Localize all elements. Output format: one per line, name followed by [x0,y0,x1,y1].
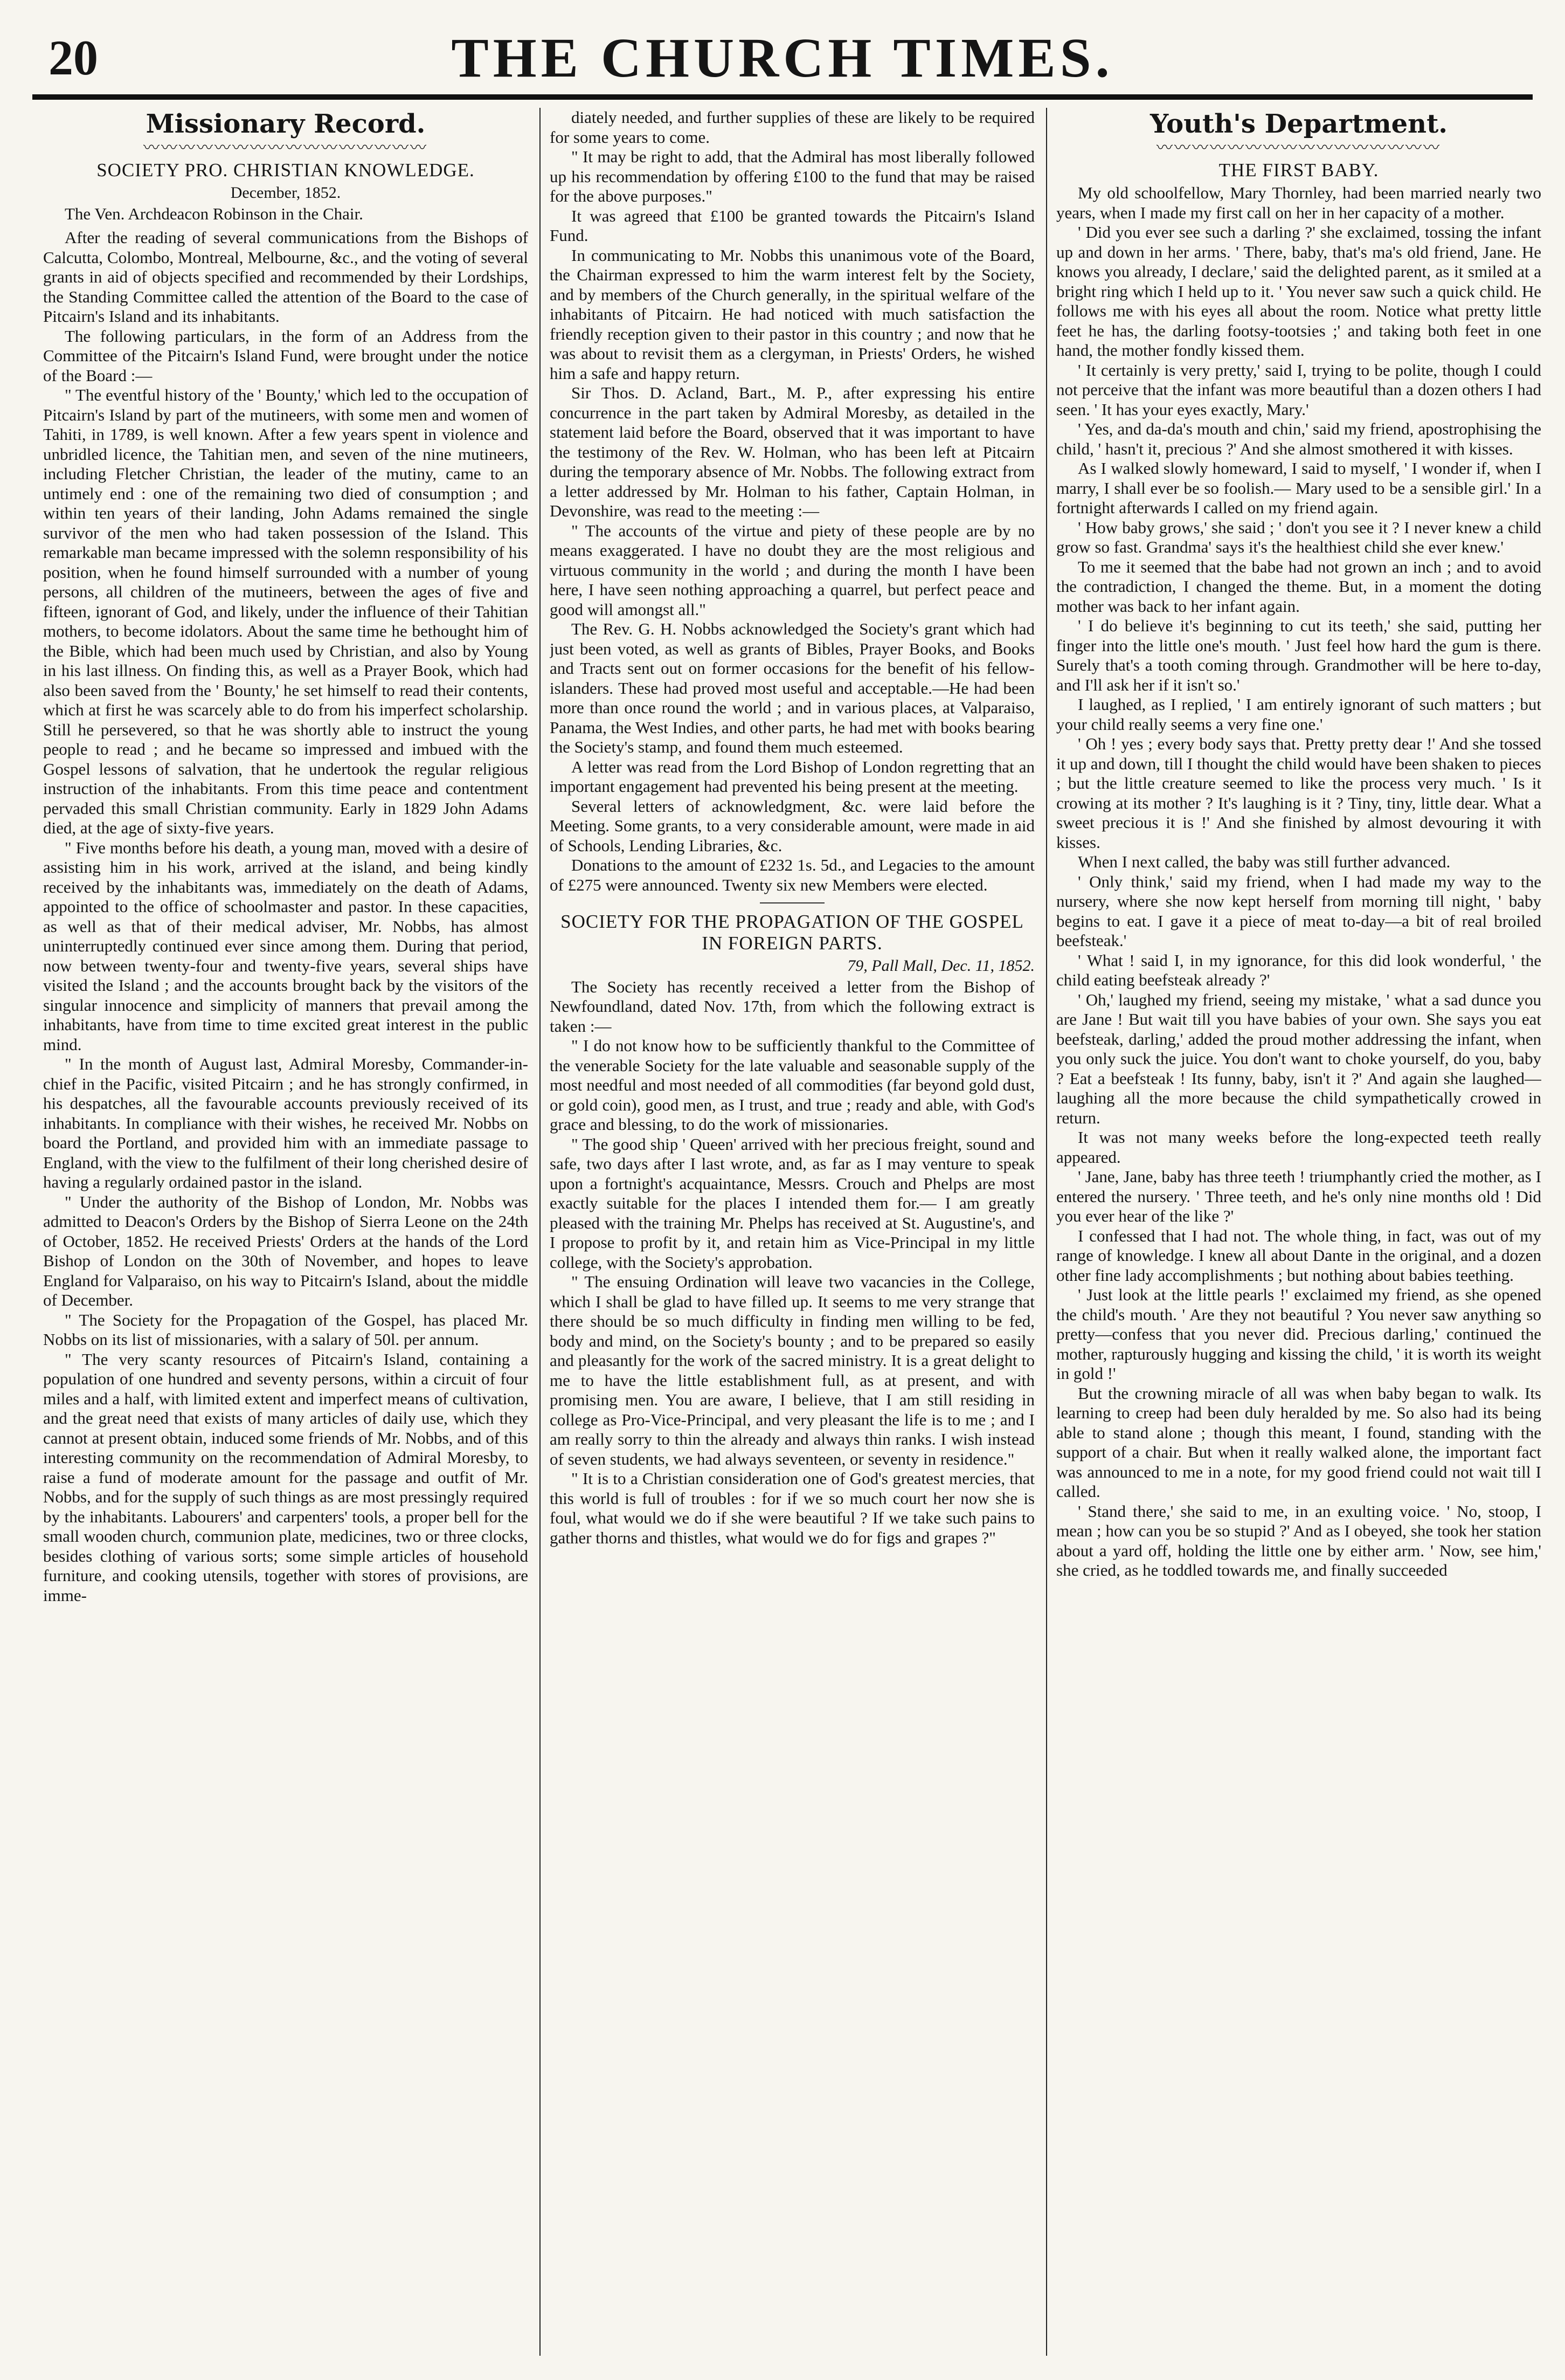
paragraph: As I walked slowly homeward, I said to myself, ' I wonder if, when I marry, I shall ever be so foolish.— Mary used to be a sensible girl.' In a fortnight afterwards I called on my friend again. [1056,459,1541,517]
section-title-youths-department: Youth's Department. [1150,109,1448,139]
paragraph: When I next called, the baby was still further advanced. [1078,852,1451,871]
page-number: 20 [49,30,98,85]
paragraph: ' Oh,' laughed my friend, seeing my mistake, ' what a sad dunce you are Jane ! But wait till you have babies of your own. She says you eat beefsteak, darling,' added the proud mother addressing the infant, when you only suck the juice. You don't want to choke yourself, do you, baby ? Eat a beefsteak ! Its funny, baby, isn't it ?' And again she laughed— laughing all the more because the child sympathetically crowed in return. [1056,990,1541,1127]
paragraph: The following particulars, in the form of an Address from the Committee of the Pitcairn's Island Fund, were brought under the notice of the Board :— [43,326,528,385]
article-date: December, 1852. [230,184,341,202]
paragraph: ' What ! said I, in my ignorance, for this did look wonderful, ' the child eating beefsteak already ?' [1056,950,1541,989]
paragraph: ' I do believe it's beginning to cut its teeth,' she said, putting her finger into the little one's mouth. ' Just feel how hard the gum is there. Surely that's a tooth coming through. Grandmother will be here to-day, and I'll ask her if it isn't so.' [1056,616,1541,694]
paragraph: My old schoolfellow, Mary Thornley, had been married nearly two years, when I made my first call on her in her capacity of a mother. [1056,183,1541,222]
paragraph: ' Did you ever see such a darling ?' she exclaimed, tossing the infant up and down in her arms. ' There, baby, that's ma's old friend, Jane. He knows you already, I declare,' said the delighted parent, as it smiled at a bright ring which I held up to it. ' You never saw such a quick child. He follows me with his eyes all about the room. Notice what pretty little feet he has, the darling footsy-tootsies ;' and taking both feet in one hand, the mother fondly kissed them. [1056,223,1541,360]
paragraph: " Five months before his death, a young man, moved with a desire of assisting him in his work, arrived at the island, and being kindly received by the inhabitants was, immediately on the death of Adams, appointed to the office of schoolmaster and pastor. In these capacities, as well as that of their medical adviser, Mr. Nobbs, has almost uninterruptedly continued ever since among them. During that period, now between twenty-four and twenty-five years, several ships have visited the Island ; and the accounts brought back by the visitors of the singular innocence and simplicity of manners that prevail among the inhabitants, have from time to time excited great interest in the public mind. [43,838,528,1054]
paragraph: ' Jane, Jane, baby has three teeth ! triumphantly cried the mother, as I entered the nursery. ' Three teeth, and he's only nine months old ! Did you ever hear of the like ?' [1056,1167,1541,1225]
paragraph: ' Only think,' said my friend, when I had made my way to the nursery, where she now kept herself from morning till night, ' baby begins to eat. I gave it a piece of meat to-day—a bit of real broiled beefsteak.' [1056,872,1541,950]
paragraph: A letter was read from the Lord Bishop of London regretting that an important engagement had prevented his being present at the meeting. [550,757,1035,796]
ornament-divider: 〰〰〰〰〰〰〰〰〰〰〰〰〰〰〰〰 [1157,139,1441,157]
paragraph: " I do not know how to be sufficiently thankful to the Committee of the venerable Society for the late valuable and seasonable supply of the most needful and most needed of all commodities (far beyond gold dust, or gold coin), good men, as I trust, and true ; ready and able, with God's grace and blessing, to do the work of missionaries. [550,1036,1035,1134]
column-youths-department [1056,108,1541,2361]
masthead-rule [32,94,1533,100]
column-divider [1046,108,1047,2356]
paragraph: But the crowning miracle of all was when baby began to walk. Its learning to creep had been duly heralded by me. So also had its being able to stand alone ; though this meant, I found, standing with the support of a chair. But when it really walked alone, the important fact was announced to me in a note, for my good friend could not wait till I called. [1056,1383,1541,1501]
paragraph: ' Just look at the little pearls !' exclaimed my friend, as she opened the child's mouth. ' Are they not beautiful ? You never saw anything so pretty—confess that you never did. Precious darling,' continued the mother, rapturously hugging and kissing the child, ' it is worth its weight in gold !' [1056,1285,1541,1383]
article-heading-spck: SOCIETY PRO. CHRISTIAN KNOWLEDGE. [96,160,475,181]
paragraph: " It may be right to add, that the Admiral has most liberally followed up his recommendation by offering £100 to the fund that may be raised for the above purposes." [550,147,1035,205]
paragraph: I laughed, as I replied, ' I am entirely ignorant of such matters ; but your child really seems a very fine one.' [1056,695,1541,734]
paragraph: " In the month of August last, Admiral Moresby, Commander-in-chief in the Pacific, visited Pitcairn ; and he has strongly confirmed, in his despatches, all the favourable accounts previously received of its inhabitants. In compliance with their wishes, he received Mr. Nobbs on board the Portland, and provided him with an immediate passage to England, with the view to the fulfilment of their long cherished desire of having a regularly ordained pastor in the island. [43,1054,528,1191]
paragraph: diately needed, and further supplies of these are likely to be required for some years to come. [550,108,1035,147]
paragraph: Donations to the amount of £232 1s. 5d., and Legacies to the amount of £275 were announced. Twenty six new Members were elected. [550,856,1035,894]
article-body-spg [550,977,1035,1548]
article-body-spck [43,228,528,1605]
paragraph: " Under the authority of the Bishop of London, Mr. Nobbs was admitted to Deacon's Orders by the Bishop of Sierra Leone on the 24th of October, 1852. He received Priests' Orders at the hands of the Lord Bishop of London on the 30th of November, and hopes to leave England for Valparaiso, on his way to Pitcairn's Island, about the middle of December. [43,1192,528,1309]
section-divider [760,902,825,903]
paragraph: " The Society for the Propagation of the Gospel, has placed Mr. Nobbs on its list of missionaries, with a salary of 50l. per annum. [43,1310,528,1349]
paragraph: In communicating to Mr. Nobbs this unanimous vote of the Board, the Chairman expressed to him the warm interest felt by the Society, and by members of the Church generally, in the spiritual welfare of the inhabitants of Pitcairn. He had noticed with much satisfaction the friendly reception given to their pastor in this country ; and now that he was about to revisit them as a clergyman, in Priests' Orders, he wished him a safe and happy return. [550,245,1035,383]
article-heading-spg: SOCIETY FOR THE PROPAGATION OF THE GOSPEL IN FOREIGN PARTS. [560,911,1024,954]
masthead [32,13,1533,94]
paragraph: " The very scanty resources of Pitcairn's Island, containing a population of one hundred and seventy persons, within a circuit of four miles and a half, with limited extent and imperfect means of cultivation, and the great need that exists of many articles of daily use, which they cannot at present obtain, induced some friends of Mr. Nobbs, and of this interesting community on the recommendation of Admiral Moresby, to raise a fund of moderate amount for the passage and outfit of Mr. Nobbs, and for the supply of such things as are most pressingly required by the inhabitants. Labourers' and carpenters' tools, a proper bell for the small wooden church, communion plate, medicines, two or three clocks, besides clothing of various sorts; some simple articles of household furniture, and cooking utensils, together with stores of provisions, are imme- [43,1349,528,1605]
paragraph: " The good ship ' Queen' arrived with her precious freight, sound and safe, two days after I last wrote, and, as far as I may venture to speak upon a fortnight's acquaintance, Messrs. Crouch and Phelps are most exactly suitable for the places I intended them for.— I am greatly pleased with the training Mr. Phelps has received at St. Augustine's, and I propose to profit by it, and retain him as Vice-Principal in my little college, with the Society's approbation. [550,1134,1035,1272]
paragraph: After the reading of several communications from the Bishops of Calcutta, Colombo, Montreal, Melbourne, &c., and the voting of several grants in aid of objects specified and recommended by their Lordships, the Standing Committee called the attention of the Board to the case of Pitcairn's Island and its inhabitants. [43,228,528,326]
story-heading-first-baby: THE FIRST BABY. [1218,160,1379,181]
paragraph: " The ensuing Ordination will leave two vacancies in the College, which I shall be glad to have filled up. It seems to me very strange that there should be so much difficulty in finding men willing to be fed, body and mind, on the Society's bounty ; and to be prepared so easily and pleasantly for the work of the sacred ministry. It is a great delight to me to have the little establishment full, as at present, and with promising men. You are aware, I believe, that I am still residing in college as Pro-Vice-Principal, and very pleasant the life is to me ; and I am really sorry to thin the already and always thin ranks. I wish instead of seven students, we had always seventeen, or seventy in residence." [550,1272,1035,1468]
ornament-divider: 〰〰〰〰〰〰〰〰〰〰〰〰〰〰〰〰 [143,139,428,157]
column-missionary-record [43,108,528,2361]
paragraph: " It is to a Christian consideration one of God's greatest mercies, that this world is full of troubles : for if we so much court her now she is foul, what would we do if she were beautiful ? If we take such pains to gather thorns and thistles, what would we do for figs and grapes ?" [550,1469,1035,1547]
paragraph: " The accounts of the virtue and piety of these people are by no means exaggerated. I have no doubt they are the most religious and virtuous community in the world ; and during the month I have been here, I have seen nothing approaching a quarrel, but perfect peace and good will amongst all." [550,521,1035,619]
story-body-first-baby [1056,183,1541,1581]
paragraph: ' Oh ! yes ; every body says that. Pretty pretty dear !' And she tossed it up and down, till I thought the child would have been shaken to pieces ; but the little creature seemed to like the process very much. ' Is it crowing at its mother ? It's laughing is it ? Tiny, tiny, little dear. What a sweet precious it is !' And she finished by almost devouring it with kisses. [1056,734,1541,852]
paragraph: The Society has recently received a letter from the Bishop of Newfoundland, dated Nov. 17th, from which the following extract is taken :— [550,977,1035,1036]
paragraph: It was not many weeks before the long-expected teeth really appeared. [1056,1128,1541,1167]
paragraph: ' It certainly is very pretty,' said I, trying to be polite, though I could not perceive that the infant was more beautiful than a dozen others I had seen. ' It has your eyes exactly, Mary.' [1056,360,1541,419]
newspaper-title: THE CHURCH TIMES. [451,27,1114,89]
paragraph: To me it seemed that the babe had not grown an inch ; and to avoid the contradiction, I changed the theme. But, in a moment the doting mother was back to her infant again. [1056,557,1541,616]
column-divider [539,108,541,2356]
chair-line: The Ven. Archdeacon Robinson in the Chair. [65,204,363,223]
paragraph: ' How baby grows,' she said ; ' don't you see it ? I never knew a child grow so fast. Grandma' says it's the healthiest child she ever knew.' [1056,518,1541,556]
section-title-missionary-record: Missionary Record. [146,109,426,139]
article-body-continued [550,108,1035,895]
paragraph: Several letters of acknowledgment, &c. were laid before the Meeting. Some grants, to a very considerable amount, were made in aid of Schools, Lending Libraries, &c. [550,796,1035,855]
paragraph: It was agreed that £100 be granted towards the Pitcairn's Island Fund. [550,206,1035,245]
column-middle [550,108,1035,2361]
paragraph: ' Stand there,' she said to me, in an exulting voice. ' No, stoop, I mean ; how can you be so stupid ?' And as I obeyed, she took her station about a yard off, holding the little one by either arm. ' Now, see him,' she cried, as he toddled towards me, and finally succeeded [1056,1501,1541,1579]
paragraph: " The eventful history of the ' Bounty,' which led to the occupation of Pitcairn's Island by part of the mutineers, with some men and women of Tahiti, in 1789, is well known. After a few years spent in violence and unbridled licence, the Tahitian men, and seven of the nine mutineers, including Fletcher Christian, the leader of the mutiny, came to an untimely end : one of the remaining two died of consumption ; and within ten years of their landing, John Adams remained the single survivor of the men who had taken possession of the Island. This remarkable man became impressed with the solemn responsibility of his position, when he found himself surrounded with a number of young persons, all children of the mutineers, between the ages of five and fifteen, ignorant of God, and likely, under the influence of their Tahitian mothers, to become idolators. About the same time he bethought him of the Bible, which had been much used by Christian, and also by Young in his last illness. On finding this, as well as a Prayer Book, which had also been saved from the ' Bounty,' he set himself to read their contents, which at first he was scarcely able to do from his imperfect scholarship. Still he persevered, so that he was shortly able to instruct the young people to read ; and he became so impressed and imbued with the Gospel lessons of salvation, that he undertook the regular religious instruction of the inhabitants. From this time peace and contentment pervaded this small Christian community. Early in 1829 John Adams died, at the age of sixty-five years. [43,385,528,837]
paragraph: ' Yes, and da-da's mouth and chin,' said my friend, apostrophising the child, ' hasn't it, precious ?' And she almost smothered it with kisses. [1056,419,1541,458]
article-dateline-spg: 79, Pall Mall, Dec. 11, 1852. [847,957,1035,975]
paragraph: I confessed that I had not. The whole thing, in fact, was out of my range of knowledge. I knew all about Dante in the original, and a dozen other fine lady accomplishments ; but nothing about babies teething. [1056,1226,1541,1285]
paragraph: The Rev. G. H. Nobbs acknowledged the Society's grant which had just been voted, as well as grants of Bibles, Prayer Books, and Books and Tracts sent out on former occasions for the benefit of his fellow-islanders. These had proved most useful and acceptable.—He had been more than once round the world ; and in various places, at Valparaiso, Panama, the West Indies, and other parts, he had met with books bearing the Society's stamp, and found them much esteemed. [550,619,1035,756]
paragraph: Sir Thos. D. Acland, Bart., M. P., after expressing his entire concurrence in the part taken by Admiral Moresby, as detailed in the statement laid before the Board, observed that it was important to have the testimony of the Rev. W. Holman, who has been left at Pitcairn during the temporary absence of Mr. Nobbs. The following extract from a letter addressed by Mr. Holman to his father, Captain Holman, in Devonshire, was read to the meeting :— [550,383,1035,520]
